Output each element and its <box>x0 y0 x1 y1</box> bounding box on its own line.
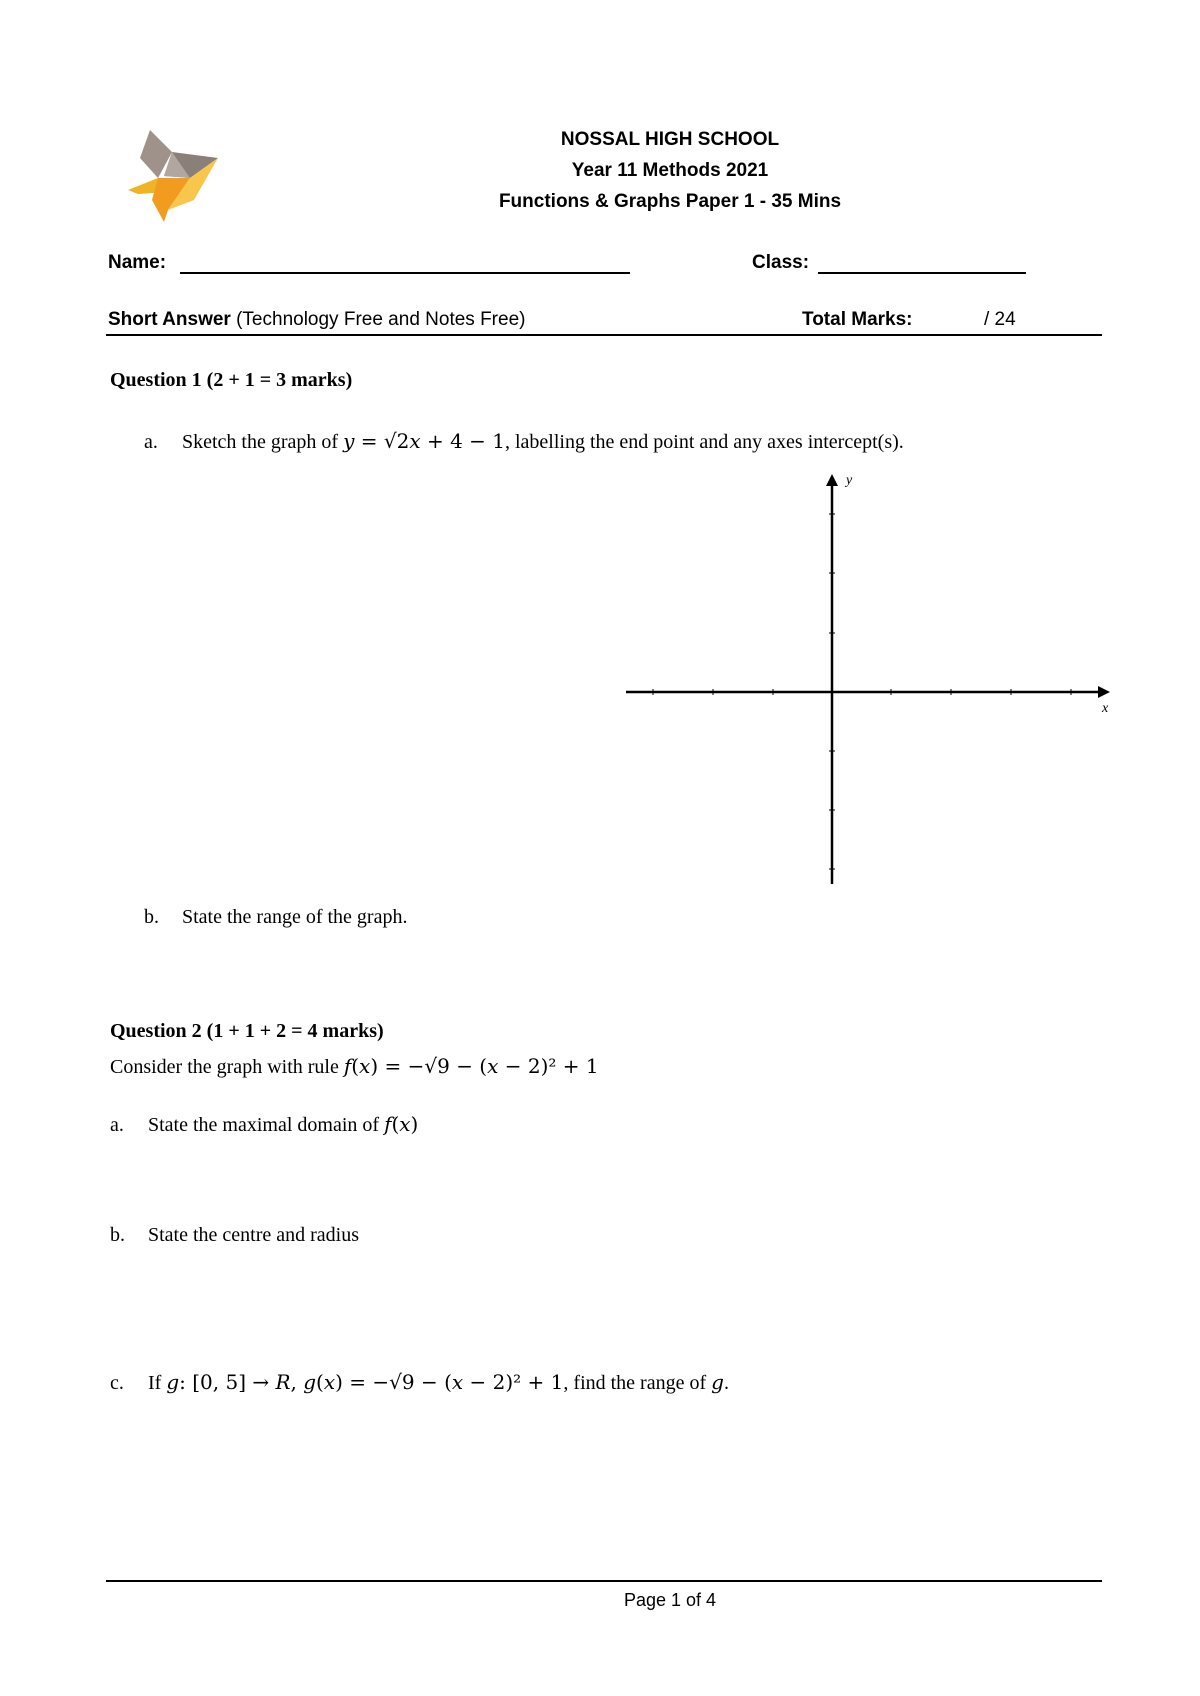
y-axis-label: y <box>846 473 853 488</box>
question-2c <box>110 1370 729 1395</box>
cartesian-axes <box>620 472 1110 892</box>
question-2b <box>110 1224 359 1247</box>
question-2b-text: State the centre and radius <box>148 1224 360 1246</box>
question-2a-text: State the maximal domain of <box>148 1114 385 1136</box>
question-1a-tail: , labelling the end point and any axes intercept(s). <box>505 431 904 453</box>
question-2c-math-g: 𝑔 <box>711 1370 724 1394</box>
section-subtitle: (Technology Free and Notes Free) <box>236 309 526 330</box>
school-name: NOSSAL HIGH SCHOOL <box>560 129 780 150</box>
part-letter: c. <box>110 1372 124 1394</box>
course-title: Year 11 Methods 2021 <box>571 160 769 181</box>
question-1-title: Question 1 (2 + 1 = 3 marks) <box>110 369 353 391</box>
part-letter: a. <box>144 431 158 453</box>
name-label: Name: <box>108 252 167 273</box>
total-marks-value: / 24 <box>984 309 1016 330</box>
question-2c-tail: . <box>723 1372 729 1394</box>
question-2-intro-text: Consider the graph with rule <box>110 1056 344 1078</box>
paper-title: Functions & Graphs Paper 1 - 35 Mins <box>498 191 842 212</box>
question-2a-math: 𝑓(𝑥) <box>384 1112 419 1136</box>
class-field[interactable] <box>818 272 1026 274</box>
part-letter: b. <box>110 1224 125 1246</box>
page-number: Page 1 of 4 <box>623 1590 717 1610</box>
section-divider <box>106 334 1102 336</box>
section-title: Short Answer <box>108 309 231 330</box>
part-letter: b. <box>144 906 159 928</box>
question-2a <box>110 1112 418 1137</box>
question-1a <box>144 429 904 454</box>
section-heading <box>108 309 525 331</box>
name-field[interactable] <box>180 272 630 274</box>
question-2c-mid: , find the range of <box>563 1372 712 1394</box>
question-2-intro-math: 𝑓(𝑥) = −√9 − (𝑥 − 2)² + 1 <box>343 1054 599 1078</box>
question-1a-math: 𝑦 = √2𝑥 + 4 − 1 <box>343 429 505 453</box>
header <box>0 124 1200 217</box>
part-letter: a. <box>110 1114 124 1136</box>
question-2-title: Question 2 (1 + 1 + 2 = 4 marks) <box>110 1020 384 1042</box>
total-marks-label: Total Marks: <box>802 309 913 330</box>
question-2c-math: 𝑔: [0, 5] → 𝑅, 𝑔(𝑥) = −√9 − (𝑥 − 2)² + 1 <box>166 1370 564 1394</box>
question-1b <box>144 906 407 929</box>
question-1b-text: State the range of the graph. <box>182 906 408 928</box>
question-2c-text: If <box>148 1372 167 1394</box>
question-2-intro <box>110 1054 599 1079</box>
x-axis-label: x <box>1102 701 1109 716</box>
footer-divider <box>106 1580 1102 1582</box>
question-1a-text: Sketch the graph of <box>182 431 344 453</box>
class-label: Class: <box>752 252 810 273</box>
